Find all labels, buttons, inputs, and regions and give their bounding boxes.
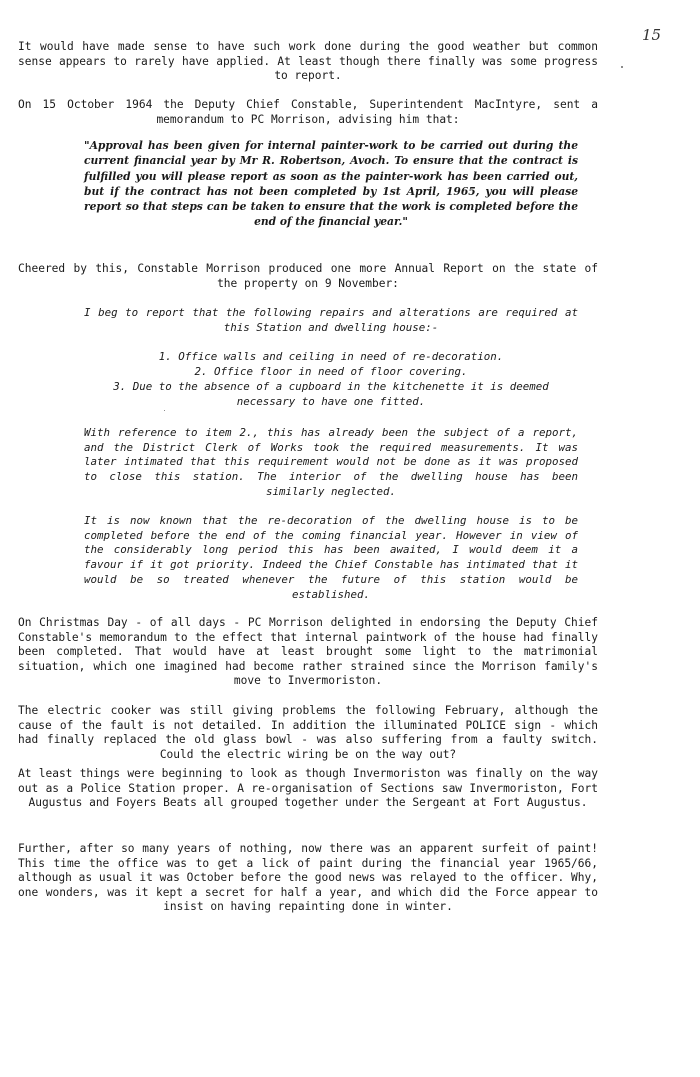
paragraph-3: Cheered by this, Constable Morrison produced one more Annual Report on the state of the property on 9 November: <box>18 262 598 290</box>
repairs-list <box>84 349 578 409</box>
quoted-memorandum: "Approval has been given for internal painter-work to be carried out during the current financial year by Mr R. Robertson, Avoch. To ensure that the contract is fulfilled you will please report as soon as the painter-work has been carried out, but if the contract has not been completed by 1st April, 1965, you will please report so that steps can be taken to ensure that the work is completed before the end of the financial year." <box>84 139 578 229</box>
list-item: 2. Office floor in need of floor covering. <box>194 365 468 378</box>
paragraph-1: It would have made sense to have such work done during the good weather but common sense appears to rarely have applied. At least though there finally was some progress to report. <box>18 40 598 83</box>
paragraph-5: The electric cooker was still giving problems the following February, although the cause of the fault is not detailed. In addition the illuminated POLICE sign - which had finally replaced the old glass bowl - was also suffering from a faulty switch. Could the electric wiring be on the way out? <box>18 704 598 761</box>
report-item-2-note: With reference to item 2., this has already been the subject of a report, and the District Clerk of Works took the required measurements. It was later intimated that this requirement would not be done as it was proposed to close this station. The interior of the dwelling house has been similarly neglected. <box>84 426 578 498</box>
list-item: 1. Office walls and ceiling in need of re-decoration. <box>158 350 504 363</box>
list-item: 3. Due to the absence of a cupboard in the kitchenette it is deemed necessary to have one fitted. <box>113 380 549 408</box>
paragraph-2: On 15 October 1964 the Deputy Chief Constable, Superintendent MacIntyre, sent a memorandum to PC Morrison, advising him that: <box>18 98 598 126</box>
report-redecoration-note: It is now known that the re-decoration of the dwelling house is to be completed before the end of the coming financial year. However in view of the considerably long period this has been awaited, I would deem it a favour if it got priority. Indeed the Chief Constable has intimated that it would be so treated whenever the future of this station would be established. <box>84 514 578 601</box>
page-number: 15 <box>642 26 662 44</box>
paragraph-7: Further, after so many years of nothing, now there was an apparent surfeit of paint! This time the office was to get a lick of paint during the financial year 1965/66, although as usual it was October before the good news was relayed to the officer. Why, one wonders, was it kept a secret for half a year, and which did the Force appear to insist on having repainting done in winter. <box>18 842 598 914</box>
paragraph-6: At least things were beginning to look as though Invermoriston was finally on the way out as a Police Station proper. A re-organisation of Sections saw Invermoriston, Fort Augustus and Foyers Beats all grouped together under the Sergeant at Fort Augustus. <box>18 767 598 810</box>
scan-speck <box>164 410 165 411</box>
report-intro: I beg to report that the following repairs and alterations are required at this Station and dwelling house:- <box>84 306 578 334</box>
paragraph-4: On Christmas Day - of all days - PC Morrison delighted in endorsing the Deputy Chief Constable's memorandum to the effect that internal paintwork of the house had finally been completed. That would have at least brought some light to the matrimonial situation, which one imagined had become rather strained since the Morrison family's move to Invermoriston. <box>18 616 598 688</box>
scan-speck <box>621 66 623 68</box>
